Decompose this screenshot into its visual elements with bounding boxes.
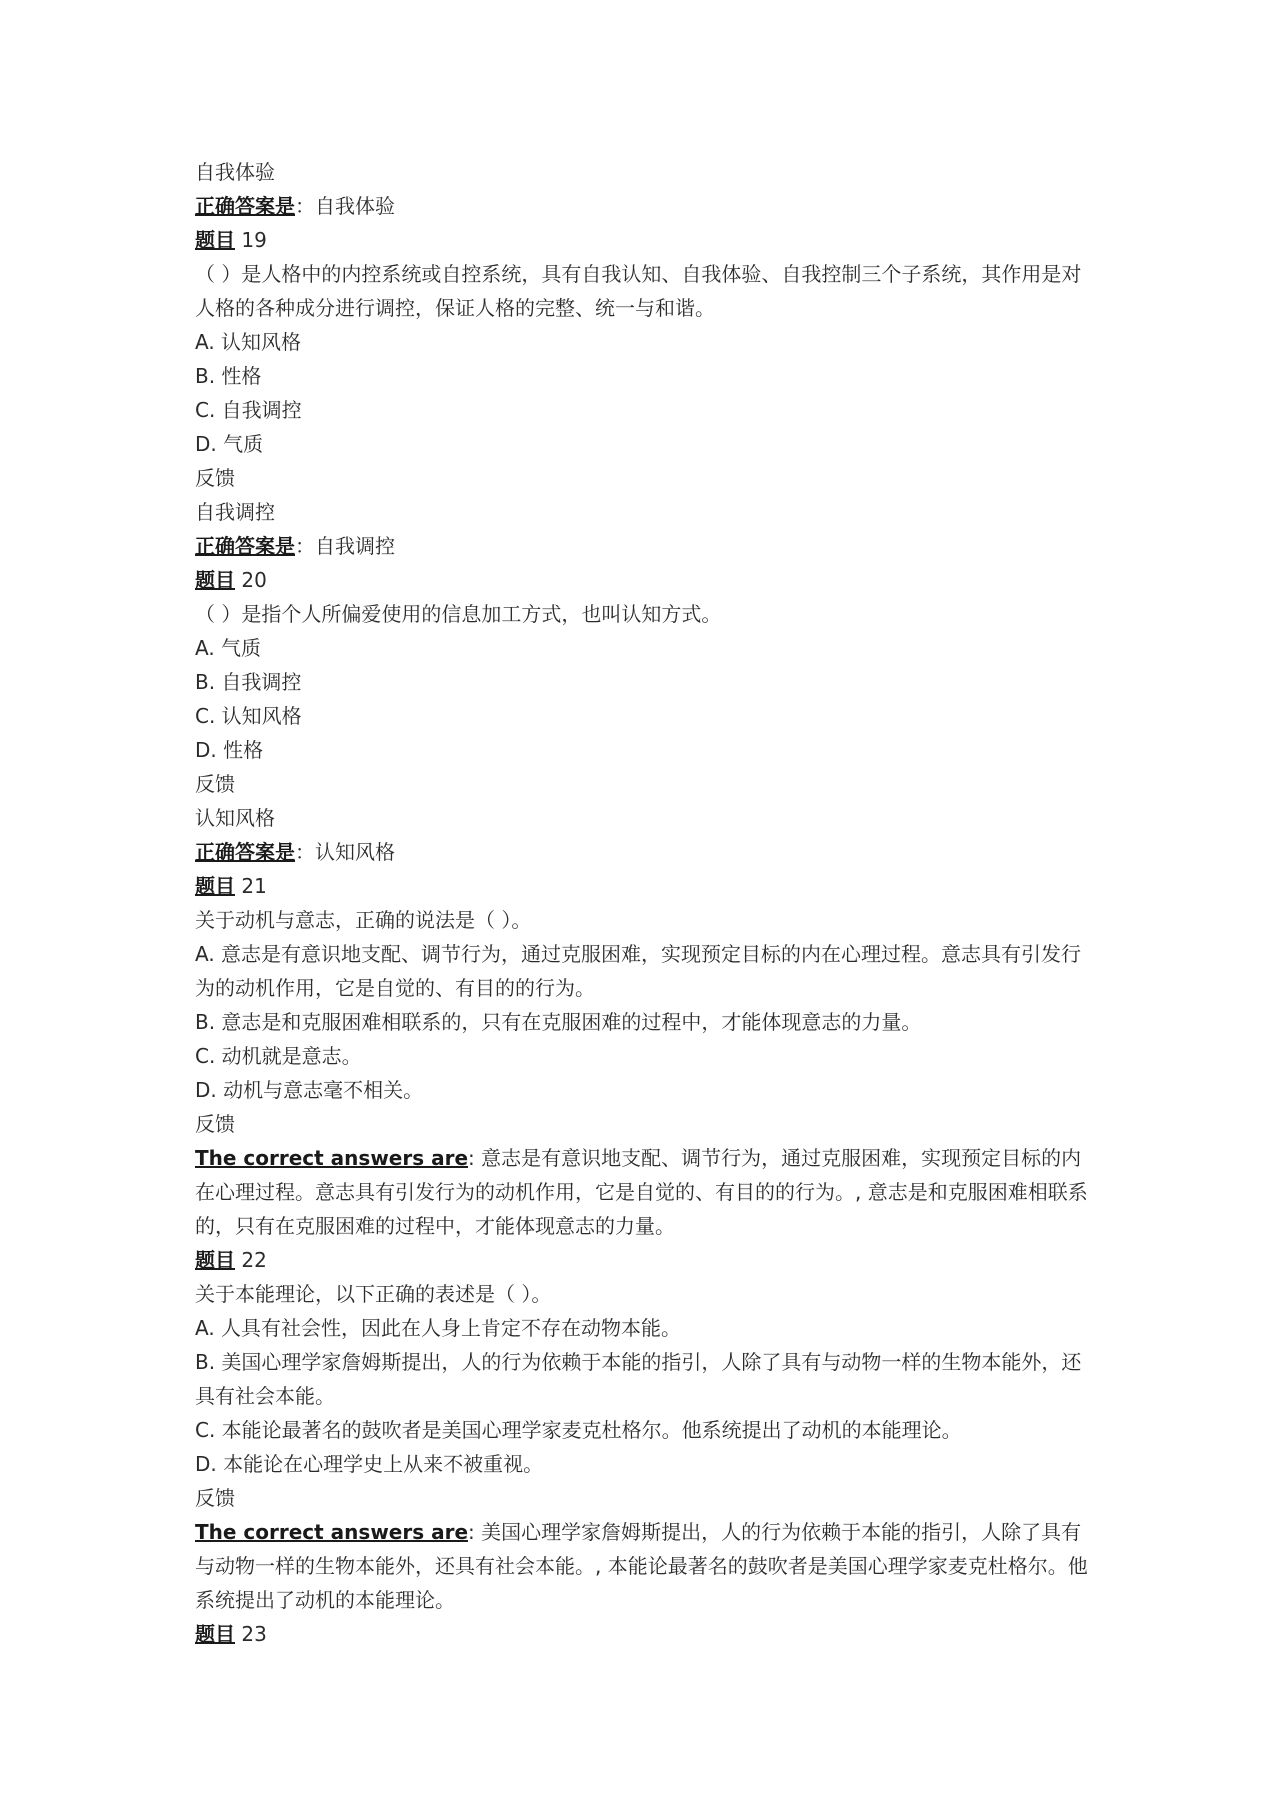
correct-answer-label: The correct answers are xyxy=(195,1146,469,1170)
question-number: 23 xyxy=(241,1622,267,1646)
correct-answer: The correct answers are: 美国心理学家詹姆斯提出，人的行为依赖于本能的指引，人除了具有与动物一样的生物本能外，还具有社会本能。, 本能论最著名的鼓吹者是美国心理学家麦克杜格尔。他系统提出了动机的本能理论。 xyxy=(195,1520,1088,1612)
option-d: D. 气质 xyxy=(195,432,264,456)
option-a: A. 意志是有意识地支配、调节行为，通过克服困难，实现预定目标的内在心理过程。意志具有引发行为的动机作用，它是自觉的、有目的的行为。 xyxy=(195,942,1082,1000)
question-header-23 xyxy=(195,1617,1095,1651)
feedback-heading: 反馈 xyxy=(195,772,235,796)
correct-answer: 正确答案是：自我调控 xyxy=(195,534,395,558)
question-label: 题目 xyxy=(195,1248,235,1272)
option-b: B. 美国心理学家詹姆斯提出，人的行为依赖于本能的指引，人除了具有与动物一样的生物本能外，还具有社会本能。 xyxy=(195,1350,1082,1408)
correct-answer-value: 意志是有意识地支配、调节行为，通过克服困难，实现预定目标的内在心理过程。意志具有引发行为的动机作用，它是自觉的、有目的的行为。, 意志是和克服困难相联系的，只有在克服困难的过程中，才能体现意志的力量。 xyxy=(195,1146,1088,1238)
option-a: A. 人具有社会性，因此在人身上肯定不存在动物本能。 xyxy=(195,1316,682,1340)
feedback-heading: 反馈 xyxy=(195,466,235,490)
question-label: 题目 xyxy=(195,228,235,252)
option-c: C. 认知风格 xyxy=(195,704,302,728)
feedback-text: 自我调控 xyxy=(195,500,275,524)
correct-answer: 正确答案是：认知风格 xyxy=(195,840,395,864)
option-b: B. 自我调控 xyxy=(195,670,302,694)
question-label: 题目 xyxy=(195,874,235,898)
question-stem: （ ）是指个人所偏爱使用的信息加工方式，也叫认知方式。 xyxy=(195,602,722,626)
question-stem: 关于动机与意志，正确的说法是（ ）。 xyxy=(195,908,532,932)
option-a: A. 认知风格 xyxy=(195,330,302,354)
correct-answer-label: 正确答案是 xyxy=(195,194,295,218)
feedback-text: 认知风格 xyxy=(195,806,275,830)
question-header-20 xyxy=(195,563,1095,597)
question-label: 题目 xyxy=(195,1622,235,1646)
question-number: 20 xyxy=(241,568,267,592)
option-c: C. 自我调控 xyxy=(195,398,302,422)
question-header-19 xyxy=(195,223,1095,257)
option-c: C. 本能论最著名的鼓吹者是美国心理学家麦克杜格尔。他系统提出了动机的本能理论。 xyxy=(195,1418,962,1442)
option-c: C. 动机就是意志。 xyxy=(195,1044,362,1068)
correct-answer-value: 自我调控 xyxy=(315,534,395,558)
question-number: 21 xyxy=(241,874,267,898)
feedback-text: 自我体验 xyxy=(195,160,275,184)
question-label: 题目 xyxy=(195,568,235,592)
question-number: 22 xyxy=(241,1248,267,1272)
correct-answer-value: 认知风格 xyxy=(315,840,395,864)
option-d: D. 动机与意志毫不相关。 xyxy=(195,1078,424,1102)
feedback-heading: 反馈 xyxy=(195,1112,235,1136)
question-header-21 xyxy=(195,869,1095,903)
option-d: D. 本能论在心理学史上从来不被重视。 xyxy=(195,1452,544,1476)
feedback-heading: 反馈 xyxy=(195,1486,235,1510)
correct-answer-label: The correct answers are xyxy=(195,1520,469,1544)
option-b: B. 性格 xyxy=(195,364,262,388)
question-number: 19 xyxy=(241,228,267,252)
correct-answer: 正确答案是：自我体验 xyxy=(195,194,395,218)
option-d: D. 性格 xyxy=(195,738,264,762)
correct-answer-label: 正确答案是 xyxy=(195,534,295,558)
option-a: A. 气质 xyxy=(195,636,262,660)
question-stem: 关于本能理论，以下正确的表述是（ ）。 xyxy=(195,1282,552,1306)
document-page xyxy=(195,155,1095,1651)
correct-answer-value: 自我体验 xyxy=(315,194,395,218)
correct-answer-value: 美国心理学家詹姆斯提出，人的行为依赖于本能的指引，人除了具有与动物一样的生物本能外，还具有社会本能。, 本能论最著名的鼓吹者是美国心理学家麦克杜格尔。他系统提出了动机的本能理论。 xyxy=(195,1520,1088,1612)
question-stem: （ ）是人格中的内控系统或自控系统，具有自我认知、自我体验、自我控制三个子系统，其作用是对人格的各种成分进行调控，保证人格的完整、统一与和谐。 xyxy=(195,262,1082,320)
correct-answer-label: 正确答案是 xyxy=(195,840,295,864)
question-header-22 xyxy=(195,1243,1095,1277)
option-b: B. 意志是和克服困难相联系的，只有在克服困难的过程中，才能体现意志的力量。 xyxy=(195,1010,922,1034)
correct-answer: The correct answers are: 意志是有意识地支配、调节行为，通过克服困难，实现预定目标的内在心理过程。意志具有引发行为的动机作用，它是自觉的、有目的的行为。, 意志是和克服困难相联系的，只有在克服困难的过程中，才能体现意志的力量。 xyxy=(195,1146,1088,1238)
